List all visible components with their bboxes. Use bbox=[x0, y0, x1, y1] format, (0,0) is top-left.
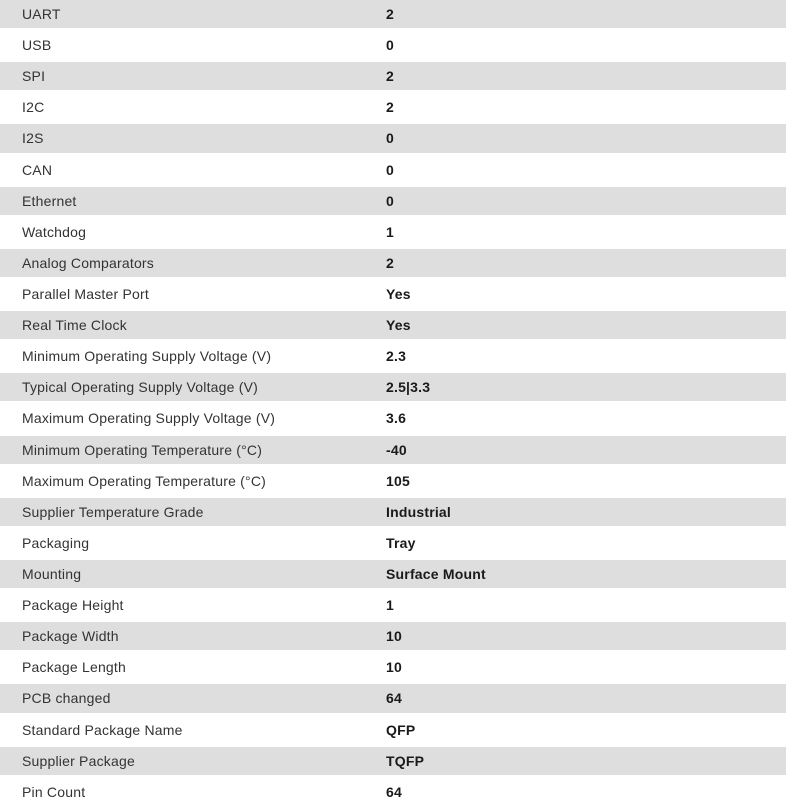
table-row bbox=[0, 124, 786, 155]
table-row bbox=[0, 31, 786, 62]
spec-value: 0 bbox=[386, 37, 394, 54]
table-row bbox=[0, 93, 786, 124]
spec-label: Packaging bbox=[22, 534, 90, 551]
spec-label: Parallel Master Port bbox=[22, 286, 149, 303]
table-row bbox=[0, 591, 786, 622]
spec-value: 2.5|3.3 bbox=[386, 379, 431, 396]
spec-label: Minimum Operating Supply Voltage (V) bbox=[22, 348, 272, 365]
spec-label: Analog Comparators bbox=[22, 254, 154, 271]
spec-value: Yes bbox=[386, 286, 411, 303]
spec-value: 0 bbox=[386, 192, 394, 209]
spec-value: Yes bbox=[386, 317, 411, 334]
spec-value: 2 bbox=[386, 68, 394, 85]
table-row bbox=[0, 560, 786, 591]
spec-value: Industrial bbox=[386, 503, 452, 520]
spec-label: Ethernet bbox=[22, 192, 77, 209]
spec-value: 1 bbox=[386, 223, 394, 240]
spec-value: TQFP bbox=[386, 752, 425, 769]
spec-label: Minimum Operating Temperature (°C) bbox=[22, 441, 263, 458]
spec-label: Package Height bbox=[22, 597, 124, 614]
spec-value: QFP bbox=[386, 721, 416, 738]
table-row bbox=[0, 778, 786, 809]
spec-label: Supplier Temperature Grade bbox=[22, 503, 204, 520]
spec-label: Typical Operating Supply Voltage (V) bbox=[22, 379, 258, 396]
spec-label: Real Time Clock bbox=[22, 317, 127, 334]
spec-label: Package Width bbox=[22, 628, 119, 645]
spec-label: Supplier Package bbox=[22, 752, 135, 769]
table-row bbox=[0, 373, 786, 404]
table-row bbox=[0, 684, 786, 715]
table-row bbox=[0, 653, 786, 684]
spec-value: -40 bbox=[386, 441, 407, 458]
table-row bbox=[0, 156, 786, 187]
spec-label: UART bbox=[22, 6, 61, 23]
table-row bbox=[0, 498, 786, 529]
spec-label: USB bbox=[22, 37, 52, 54]
spec-label: CAN bbox=[22, 161, 53, 178]
spec-label: Pin Count bbox=[22, 783, 86, 800]
table-row bbox=[0, 342, 786, 373]
spec-value: 10 bbox=[386, 659, 402, 676]
table-row bbox=[0, 218, 786, 249]
spec-label: Mounting bbox=[22, 566, 82, 583]
spec-label: PCB changed bbox=[22, 690, 111, 707]
spec-label: Maximum Operating Supply Voltage (V) bbox=[22, 410, 276, 427]
table-row bbox=[0, 187, 786, 218]
spec-label: I2C bbox=[22, 99, 45, 116]
table-row bbox=[0, 0, 786, 31]
spec-value: 2 bbox=[386, 254, 394, 271]
spec-value: 1 bbox=[386, 597, 394, 614]
spec-label: Watchdog bbox=[22, 223, 87, 240]
table-row bbox=[0, 747, 786, 778]
spec-value: Surface Mount bbox=[386, 566, 486, 583]
table-row bbox=[0, 436, 786, 467]
spec-value: 2 bbox=[386, 6, 394, 23]
table-row bbox=[0, 62, 786, 93]
spec-value: Tray bbox=[386, 534, 416, 551]
spec-value: 2 bbox=[386, 99, 394, 116]
spec-value: 105 bbox=[386, 472, 410, 489]
spec-label: Standard Package Name bbox=[22, 721, 183, 738]
spec-label: I2S bbox=[22, 130, 44, 147]
spec-value: 64 bbox=[386, 783, 402, 800]
spec-value: 0 bbox=[386, 161, 394, 178]
spec-value: 2.3 bbox=[386, 348, 407, 365]
spec-value: 0 bbox=[386, 130, 394, 147]
table-row bbox=[0, 311, 786, 342]
spec-value: 3.6 bbox=[386, 410, 407, 427]
spec-value: 64 bbox=[386, 690, 402, 707]
table-row bbox=[0, 404, 786, 435]
table-row bbox=[0, 249, 786, 280]
table-row bbox=[0, 716, 786, 747]
spec-label: Package Length bbox=[22, 659, 126, 676]
spec-label: SPI bbox=[22, 68, 46, 85]
table-row bbox=[0, 280, 786, 311]
table-row bbox=[0, 467, 786, 498]
table-row bbox=[0, 529, 786, 560]
spec-label: Maximum Operating Temperature (°C) bbox=[22, 472, 266, 489]
table-row bbox=[0, 622, 786, 653]
spec-value: 10 bbox=[386, 628, 402, 645]
